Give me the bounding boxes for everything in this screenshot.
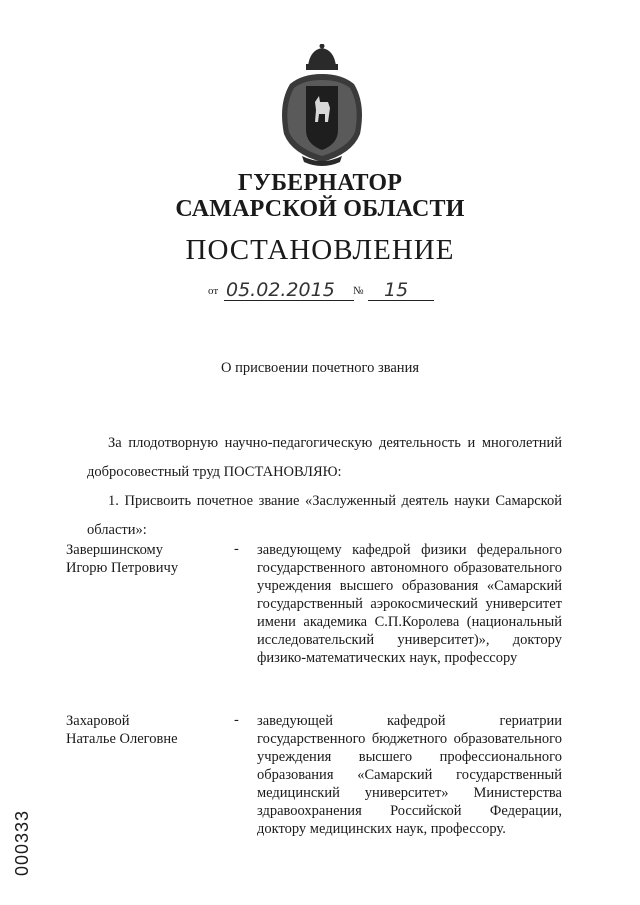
preamble-paragraph: За плодотворную научно-педагогическую деятельность и многолетний добросовестный труд ПОСТАНОВЛЯЮ: <box>87 435 562 480</box>
coat-of-arms-icon <box>272 44 372 168</box>
issuer-title-line2: САМАРСКОЙ ОБЛАСТИ <box>175 196 465 222</box>
handwritten-number: 15 <box>368 280 434 301</box>
awardee-surname: Завершинскому <box>66 542 163 558</box>
awardee-surname: Захаровой <box>66 713 130 729</box>
document-subject: О присвоении почетного звания <box>221 360 419 376</box>
awardee-description: заведующей кафедрой гериатрии государственного бюджетного образовательного учреждения высшего профессионального образования «Самарский государственный медицинский университет» Министерства здравоохранения Российской Федерации, доктору медицинских наук, профессору. <box>257 713 562 837</box>
awardee-given-names: Наталье Олеговне <box>66 731 178 747</box>
handwritten-date: 05.02.2015 <box>224 280 354 301</box>
awardee-dash: - <box>234 712 239 728</box>
number-label: № <box>353 285 364 297</box>
awardee-given-names: Игорю Петровичу <box>66 560 179 576</box>
awardee-name <box>66 541 178 577</box>
margin-registration-number <box>8 790 38 890</box>
resolution-item-1: 1. Присвоить почетное звание «Заслуженный деятель науки Самарской области»: <box>87 493 562 538</box>
issuer-title-line1: ГУБЕРНАТОР <box>237 170 403 196</box>
awardee-name <box>66 712 178 748</box>
awardee-description: заведующему кафедрой физики федерального государственного автономного образовательного учреждения высшего образования «Самарский государственный аэрокосмический университет имени академика С.П.Королева (национальный исследовательский университет)», доктору физико-математических наук, профессору <box>257 542 562 666</box>
document-type-heading: ПОСТАНОВЛЕНИЕ <box>185 234 455 266</box>
date-prefix: от <box>208 285 219 297</box>
registration-number-text: 000333 <box>12 809 32 876</box>
awardee-dash: - <box>234 541 239 557</box>
date-number-line <box>208 279 468 303</box>
